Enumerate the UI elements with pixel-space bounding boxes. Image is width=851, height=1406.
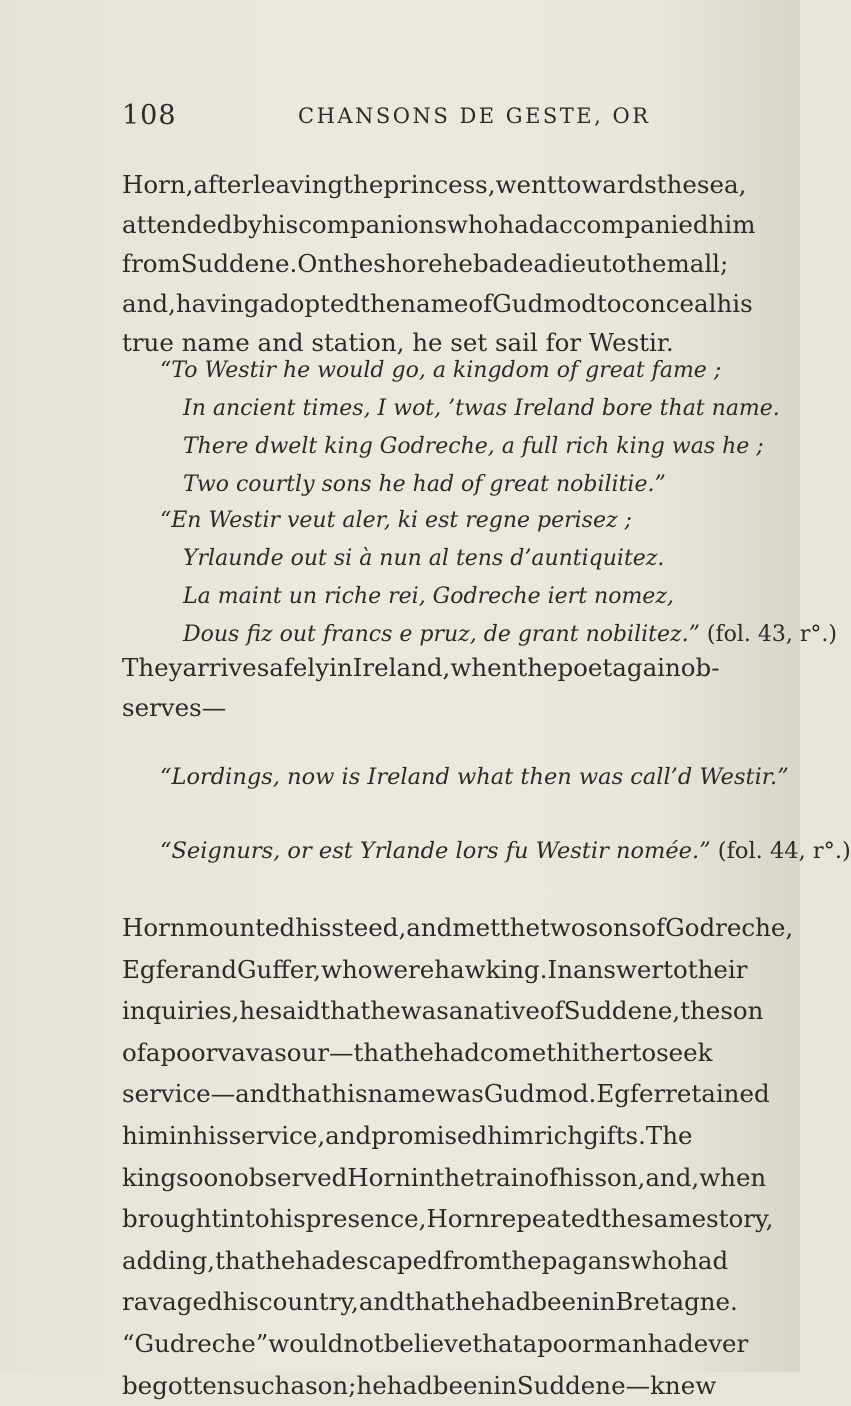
word: he: [265, 1245, 296, 1275]
word: such: [232, 1370, 291, 1400]
word: a: [448, 996, 464, 1026]
text-line: [122, 907, 794, 949]
word: poor: [160, 1037, 218, 1067]
text-line: [122, 1198, 774, 1240]
text-line: [122, 1240, 760, 1282]
word: him: [122, 1120, 169, 1150]
word: two: [540, 913, 586, 942]
word: vavasour—that: [217, 1037, 404, 1067]
word: to: [601, 249, 627, 279]
word: not: [343, 1328, 384, 1358]
word: arrive: [182, 653, 257, 682]
word: that: [320, 996, 371, 1026]
word: of: [122, 1037, 146, 1067]
word: in: [410, 1162, 435, 1192]
page-header: [122, 100, 722, 140]
paragraph-horn-departs: [122, 165, 760, 363]
word: story,: [706, 1204, 774, 1234]
text-line: [122, 1157, 767, 1199]
running-head: CHANSONS DE GESTE, OR: [298, 104, 651, 128]
text-line: [122, 165, 760, 205]
word: “Gudreche”: [122, 1328, 269, 1358]
word: Suddene,: [563, 996, 681, 1026]
word: that: [215, 1245, 266, 1275]
text-line: [122, 1365, 760, 1406]
word: he: [239, 996, 270, 1026]
word: to: [631, 1037, 657, 1067]
word: he: [454, 1287, 486, 1317]
word: his: [261, 209, 299, 239]
word: bade: [472, 249, 534, 279]
word: conceal: [621, 288, 717, 318]
word: his: [192, 1120, 229, 1150]
word: train: [474, 1162, 535, 1192]
word: inquiries,: [122, 996, 240, 1026]
word: come: [480, 1037, 547, 1067]
word: Horn: [122, 913, 186, 942]
word: The: [645, 1120, 693, 1150]
word: had: [647, 1328, 694, 1358]
word: attended: [122, 209, 233, 239]
word: had: [433, 1037, 480, 1067]
word: country,: [258, 1287, 359, 1317]
word: after: [193, 170, 254, 199]
word: soon: [176, 1162, 235, 1192]
word: king: [122, 1162, 177, 1192]
word: same: [641, 1204, 707, 1234]
word: in: [493, 1370, 517, 1400]
word: and,: [122, 288, 176, 318]
word: from: [442, 1245, 502, 1275]
verse-line: There dwelt king Godreche, a full rich king was he ;: [183, 434, 764, 459]
word: poet: [557, 653, 613, 682]
word: his: [331, 1079, 368, 1109]
word: pagans: [541, 1245, 631, 1275]
word: towards: [556, 170, 657, 199]
word: were: [372, 954, 435, 984]
verse-line-text: Dous fiz out francs e pruz, de grant nobilitez.”: [183, 622, 700, 647]
word: he: [442, 249, 473, 279]
word: him: [708, 209, 756, 239]
word: ever: [693, 1328, 749, 1358]
paragraph-horn-meets-sons: [122, 907, 794, 1406]
folio-citation: (fol. 43, r°.): [706, 622, 837, 647]
word: a: [290, 1370, 306, 1400]
word: of: [468, 288, 493, 318]
word: a: [145, 1037, 161, 1067]
word: their: [687, 954, 748, 984]
word: brought: [122, 1204, 222, 1234]
word: answer: [572, 954, 664, 984]
word: of: [641, 913, 666, 942]
word: leaving: [253, 170, 344, 199]
word: when: [450, 653, 518, 682]
word: his: [716, 288, 753, 318]
word: had: [485, 1287, 532, 1317]
word: he: [403, 1037, 434, 1067]
word: was: [435, 1079, 484, 1109]
word: all: [689, 249, 721, 279]
word: believe: [383, 1328, 473, 1358]
word: ravaged: [122, 1287, 223, 1317]
word: he: [370, 996, 401, 1026]
word: met: [452, 913, 500, 942]
word: promised: [371, 1120, 488, 1150]
verse-line: La maint un riche rei, Godreche iert nomez,: [183, 584, 674, 609]
word: in: [168, 1120, 193, 1150]
word: his: [222, 1287, 259, 1317]
word: escaped: [341, 1245, 443, 1275]
verse-english: [160, 352, 780, 504]
word: thither: [546, 1037, 632, 1067]
text-line: [122, 284, 760, 324]
word: hawking.: [434, 954, 548, 984]
text-line: [122, 244, 760, 284]
word: Egfer: [596, 1079, 666, 1109]
word: he: [356, 1370, 387, 1400]
word: having: [175, 288, 260, 318]
word: In: [547, 954, 573, 984]
text-line: [122, 1032, 760, 1074]
word: shore: [373, 249, 443, 279]
word: princess,: [383, 170, 496, 199]
word: when: [699, 1162, 767, 1192]
word: On: [297, 249, 334, 279]
word: son;: [305, 1370, 357, 1400]
word: that: [281, 1079, 332, 1109]
word: Gudmod: [492, 288, 597, 318]
page-number: 108: [122, 100, 177, 131]
word: adopted: [259, 288, 361, 318]
word: begotten: [122, 1370, 233, 1400]
word: the: [517, 653, 558, 682]
word: who: [446, 209, 499, 239]
word: accompanied: [544, 209, 709, 239]
word: and: [325, 1120, 372, 1150]
word: Bretagne.: [615, 1287, 738, 1317]
verse-line: In ancient times, I wot, ’twas Ireland bore that name.: [183, 396, 780, 421]
text-line: true name and station, he set sail for Westir.: [122, 328, 674, 358]
quote-french-text: “Seignurs, or est Yrlande lors fu Westir nomée.”: [160, 838, 711, 864]
word: his: [558, 1162, 595, 1192]
word: Egfer: [122, 954, 191, 984]
word: the: [360, 288, 401, 318]
word: and: [190, 954, 237, 984]
word: Horn: [426, 1204, 491, 1234]
word: Suddene.: [180, 249, 298, 279]
word: went: [495, 170, 557, 199]
word: poor: [537, 1328, 594, 1358]
word: rich: [534, 1120, 584, 1150]
word: that: [404, 1287, 455, 1317]
word: was: [400, 996, 449, 1026]
word: the: [333, 249, 374, 279]
text-line: [122, 949, 760, 991]
word: a: [522, 1328, 538, 1358]
word: Suddene—knew: [516, 1370, 717, 1400]
word: the: [601, 1204, 642, 1234]
word: name: [400, 288, 469, 318]
word: him: [487, 1120, 535, 1150]
word: the: [434, 1162, 475, 1192]
word: of: [539, 996, 564, 1026]
word: his: [269, 1204, 306, 1234]
verse-line: “En Westir veut aler, ki est regne perisez ;: [160, 508, 632, 533]
word: in: [329, 653, 353, 682]
word: and,: [645, 1162, 700, 1192]
word: who: [630, 1245, 683, 1275]
word: son: [720, 996, 764, 1026]
verse-french: [160, 502, 837, 654]
verse-line: “To Westir he would go, a kingdom of great fame ;: [160, 358, 722, 383]
word: in: [591, 1287, 616, 1317]
word: and: [358, 1287, 405, 1317]
word: Guffer,: [236, 954, 322, 984]
word: that: [472, 1328, 523, 1358]
word: companions: [298, 209, 447, 239]
word: safely: [256, 653, 330, 682]
word: man: [594, 1328, 648, 1358]
word: the: [656, 170, 697, 199]
word: from: [122, 249, 181, 279]
word: adding,: [122, 1245, 216, 1275]
word: service,: [228, 1120, 326, 1150]
word: observed: [234, 1162, 348, 1192]
word: Godreche,: [665, 913, 794, 942]
word: adieu: [533, 249, 602, 279]
text-line: [122, 1115, 760, 1157]
word: Horn: [347, 1162, 411, 1192]
verse-line: Two courtly sons he had of great nobilitie.”: [183, 472, 666, 497]
word: name: [367, 1079, 436, 1109]
word: had: [498, 209, 545, 239]
word: gifts.: [583, 1120, 646, 1150]
text-line: [122, 990, 764, 1032]
word: had: [386, 1370, 433, 1400]
word: Ireland,: [352, 653, 451, 682]
text-line: [122, 1281, 760, 1323]
word: by: [232, 209, 262, 239]
word: would: [268, 1328, 344, 1358]
word: been: [432, 1370, 494, 1400]
word: sons: [585, 913, 642, 942]
paragraph-arrival: [122, 648, 760, 727]
word: repeated: [490, 1204, 602, 1234]
word: service—and: [122, 1079, 282, 1109]
word: Gudmod.: [483, 1079, 597, 1109]
word: They: [122, 653, 183, 682]
word: into: [221, 1204, 270, 1234]
word: the: [680, 996, 721, 1026]
verse-line: Yrlaunde out si à nun al tens d’auntiquitez.: [183, 546, 665, 571]
text-line: [122, 205, 760, 245]
word: to: [663, 954, 688, 984]
word: who: [321, 954, 373, 984]
word: the: [499, 913, 541, 942]
word: retained: [665, 1079, 770, 1109]
word: native: [463, 996, 540, 1026]
word: to: [596, 288, 622, 318]
folio-citation: (fol. 44, r°.): [717, 838, 851, 864]
word: the: [501, 1245, 542, 1275]
word: again: [612, 653, 681, 682]
word: been: [531, 1287, 592, 1317]
word: son,: [594, 1162, 646, 1192]
word: of: [534, 1162, 559, 1192]
word: said: [269, 996, 321, 1026]
word: and: [406, 913, 453, 942]
text-line: [122, 1323, 760, 1365]
text-line: serves—: [122, 692, 227, 722]
word: the: [343, 170, 384, 199]
word: steed,: [331, 913, 407, 942]
word: them: [626, 249, 690, 279]
quote-english: “Lordings, now is Ireland what then was call’d Westir.”: [160, 764, 789, 790]
text-line: [122, 648, 760, 688]
word: Horn,: [122, 170, 194, 199]
text-line: [122, 1073, 770, 1115]
word: had: [295, 1245, 342, 1275]
word: sea,: [696, 170, 747, 199]
word: presence,: [305, 1204, 427, 1234]
word: had: [682, 1245, 729, 1275]
word: mounted: [185, 913, 296, 942]
word: ;: [720, 249, 729, 279]
word: seek: [656, 1037, 713, 1067]
word: his: [295, 913, 332, 942]
quote-french: [160, 838, 851, 864]
word: ob-: [680, 653, 720, 682]
